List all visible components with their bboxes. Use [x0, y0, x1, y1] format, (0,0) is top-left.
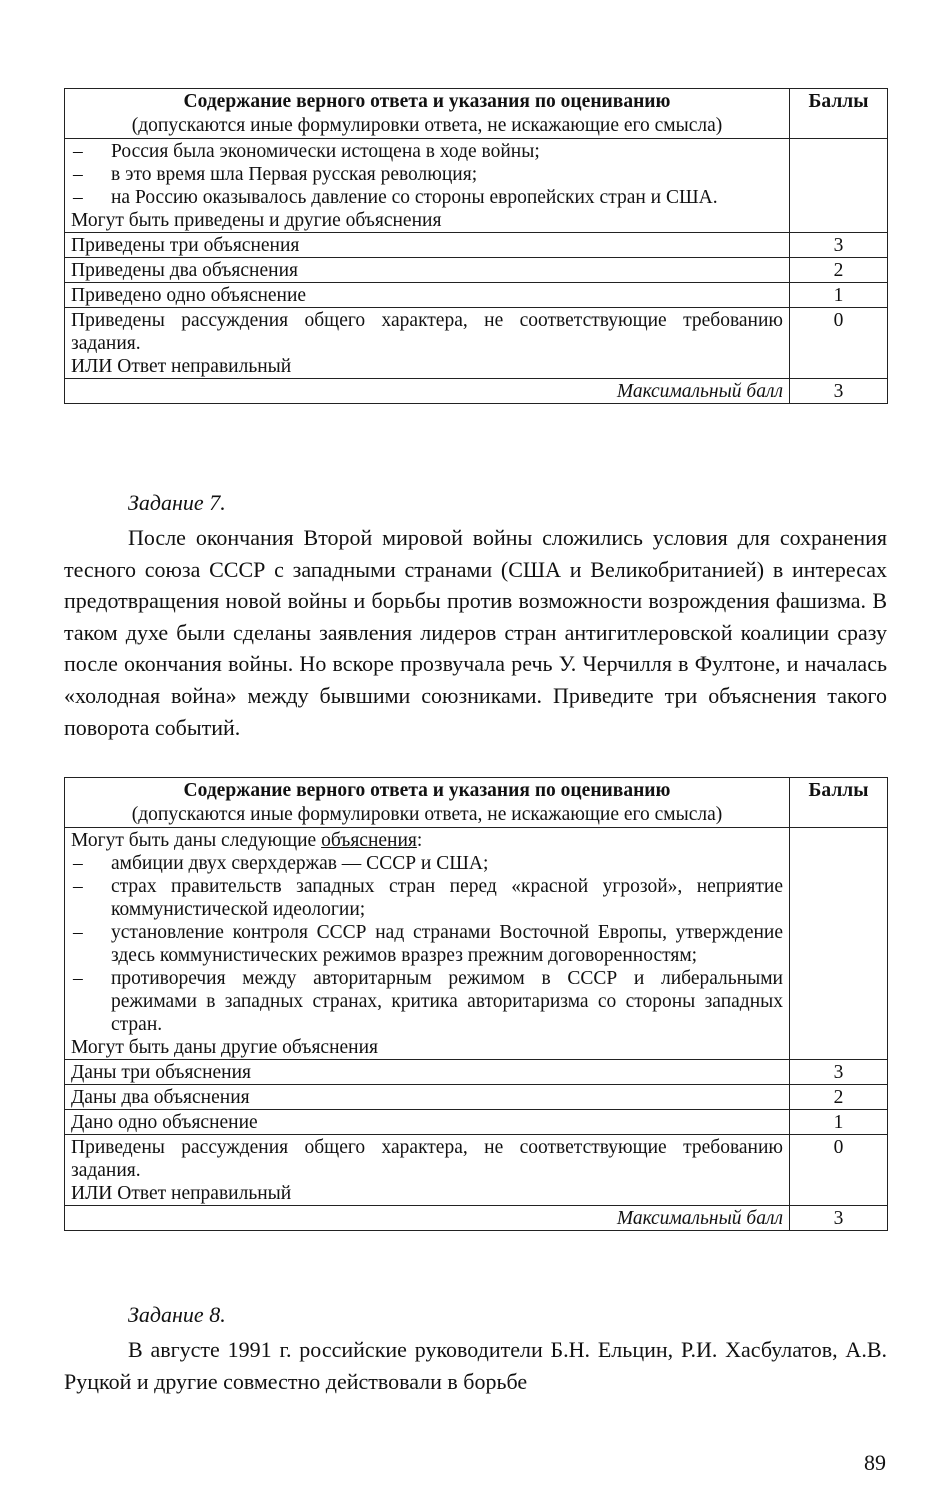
table-row: [65, 258, 888, 283]
table-header-row: [65, 89, 888, 139]
table-row: [65, 283, 888, 308]
answer-footer: Могут быть даны другие объяснения: [71, 1037, 379, 1058]
answer-list: [71, 852, 783, 1036]
criterion-text: Приведены два объяснения: [65, 258, 790, 283]
table-header-row: [65, 778, 888, 828]
table-row: [65, 1110, 888, 1135]
zero-criterion-or: ИЛИ Ответ неправильный: [71, 1183, 292, 1204]
criterion-points: 1: [790, 1110, 888, 1135]
list-item: – в это время шла Первая русская революция;: [71, 163, 783, 186]
list-item: – противоречия между авторитарным режимом в СССР и либеральными режимами в западных странах, критика авторитаризма со стороны западных стран.: [71, 967, 783, 1036]
criterion-text: Приведены три объяснения: [65, 233, 790, 258]
points-header: Баллы: [790, 89, 888, 139]
zero-criterion-text: Приведены рассуждения общего характера, не соответствующие требованию задания.: [71, 1137, 783, 1181]
zero-criterion-or: ИЛИ Ответ неправильный: [71, 356, 292, 377]
list-item: – Россия была экономически истощена в ходе войны;: [71, 140, 783, 163]
task-7-title: Задание 7.: [128, 490, 226, 515]
list-item: – на Россию оказывалось давление со стороны европейских стран и США.: [71, 186, 783, 209]
answer-intro-underlined: объяснения: [321, 830, 417, 851]
table-row: [65, 1085, 888, 1110]
list-item: – установление контроля СССР над странами Восточной Европы, утверждение здесь коммунистических режимов вразрез прежним договоренностям;: [71, 921, 783, 967]
criterion-points: 3: [790, 233, 888, 258]
answer-intro-suffix: :: [416, 830, 423, 851]
criterion-points: 0: [790, 1135, 888, 1206]
grading-table-task6: [64, 88, 888, 404]
criterion-text: Приведено одно объяснение: [65, 283, 790, 308]
max-score-row: [65, 1206, 888, 1231]
content-header: [65, 89, 790, 139]
answer-content-cell: [65, 139, 790, 233]
task-8-text: В августе 1991 г. российские руководители Б.Н. Ельцин, Р.И. Хасбулатов, А.В. Руцкой и другие совместно действовали в борьбе: [64, 1337, 887, 1394]
zero-criterion-text: Приведены рассуждения общего характера, не соответствующие требованию задания.: [71, 310, 783, 354]
content-header-title: Содержание верного ответа и указания по оцениванию: [183, 780, 671, 801]
criterion-text: Даны три объяснения: [65, 1060, 790, 1085]
criterion-text: Дано одно объяснение: [65, 1110, 790, 1135]
answer-list: [71, 140, 783, 209]
criterion-points: 1: [790, 283, 888, 308]
content-header-note: (допускаются иные формулировки ответа, не искажающие его смысла): [131, 115, 723, 136]
task-7-text: После окончания Второй мировой войны сложились условия для сохранения тесного союза СССР с западными странами (США и Великобританией) в интересах предотвращения новой войны и борьбы против возможности возрождения фашизма. В таком духе были сделаны заявления лидеров стран антигитлеровской коалиции сразу после окончания войны. Но вскоре прозвучала речь У. Черчилля в Фултоне, и началась «холодная война» между бывшими союзниками. Приведите три объяснения такого поворота событий.: [64, 525, 887, 740]
table-row-zero: [65, 1135, 888, 1206]
page-number: 89: [864, 1450, 886, 1475]
criterion-points: 0: [790, 308, 888, 379]
criterion-text: Даны два объяснения: [65, 1085, 790, 1110]
max-score-label: Максимальный балл: [65, 379, 790, 404]
answer-content-row: [65, 828, 888, 1060]
empty-points-cell: [790, 139, 888, 233]
content-header-title: Содержание верного ответа и указания по оцениванию: [183, 91, 671, 112]
points-header: Баллы: [790, 778, 888, 828]
answer-intro: [71, 829, 783, 852]
zero-criterion-cell: [65, 1135, 790, 1206]
empty-points-cell: [790, 828, 888, 1060]
table-row: [65, 233, 888, 258]
criterion-points: 2: [790, 1085, 888, 1110]
answer-content-row: [65, 139, 888, 233]
task-8-title: Задание 8.: [128, 1302, 226, 1327]
content-header-note: (допускаются иные формулировки ответа, не искажающие его смысла): [131, 804, 723, 825]
criterion-points: 3: [790, 1060, 888, 1085]
criterion-points: 2: [790, 258, 888, 283]
zero-criterion-cell: [65, 308, 790, 379]
max-score-value: 3: [790, 1206, 888, 1231]
answer-intro-prefix: Могут быть даны следующие: [71, 830, 322, 851]
grading-table-task7: [64, 777, 888, 1231]
list-item: – страх правительств западных стран перед «красной угрозой», неприятие коммунистической идеологии;: [71, 875, 783, 921]
max-score-label: Максимальный балл: [65, 1206, 790, 1231]
max-score-value: 3: [790, 379, 888, 404]
content-header: [65, 778, 790, 828]
list-item: – амбиции двух сверхдержав — СССР и США;: [71, 852, 783, 875]
table-row-zero: [65, 308, 888, 379]
max-score-row: [65, 379, 888, 404]
table-row: [65, 1060, 888, 1085]
answer-content-cell: [65, 828, 790, 1060]
answer-footer: Могут быть приведены и другие объяснения: [71, 210, 442, 231]
